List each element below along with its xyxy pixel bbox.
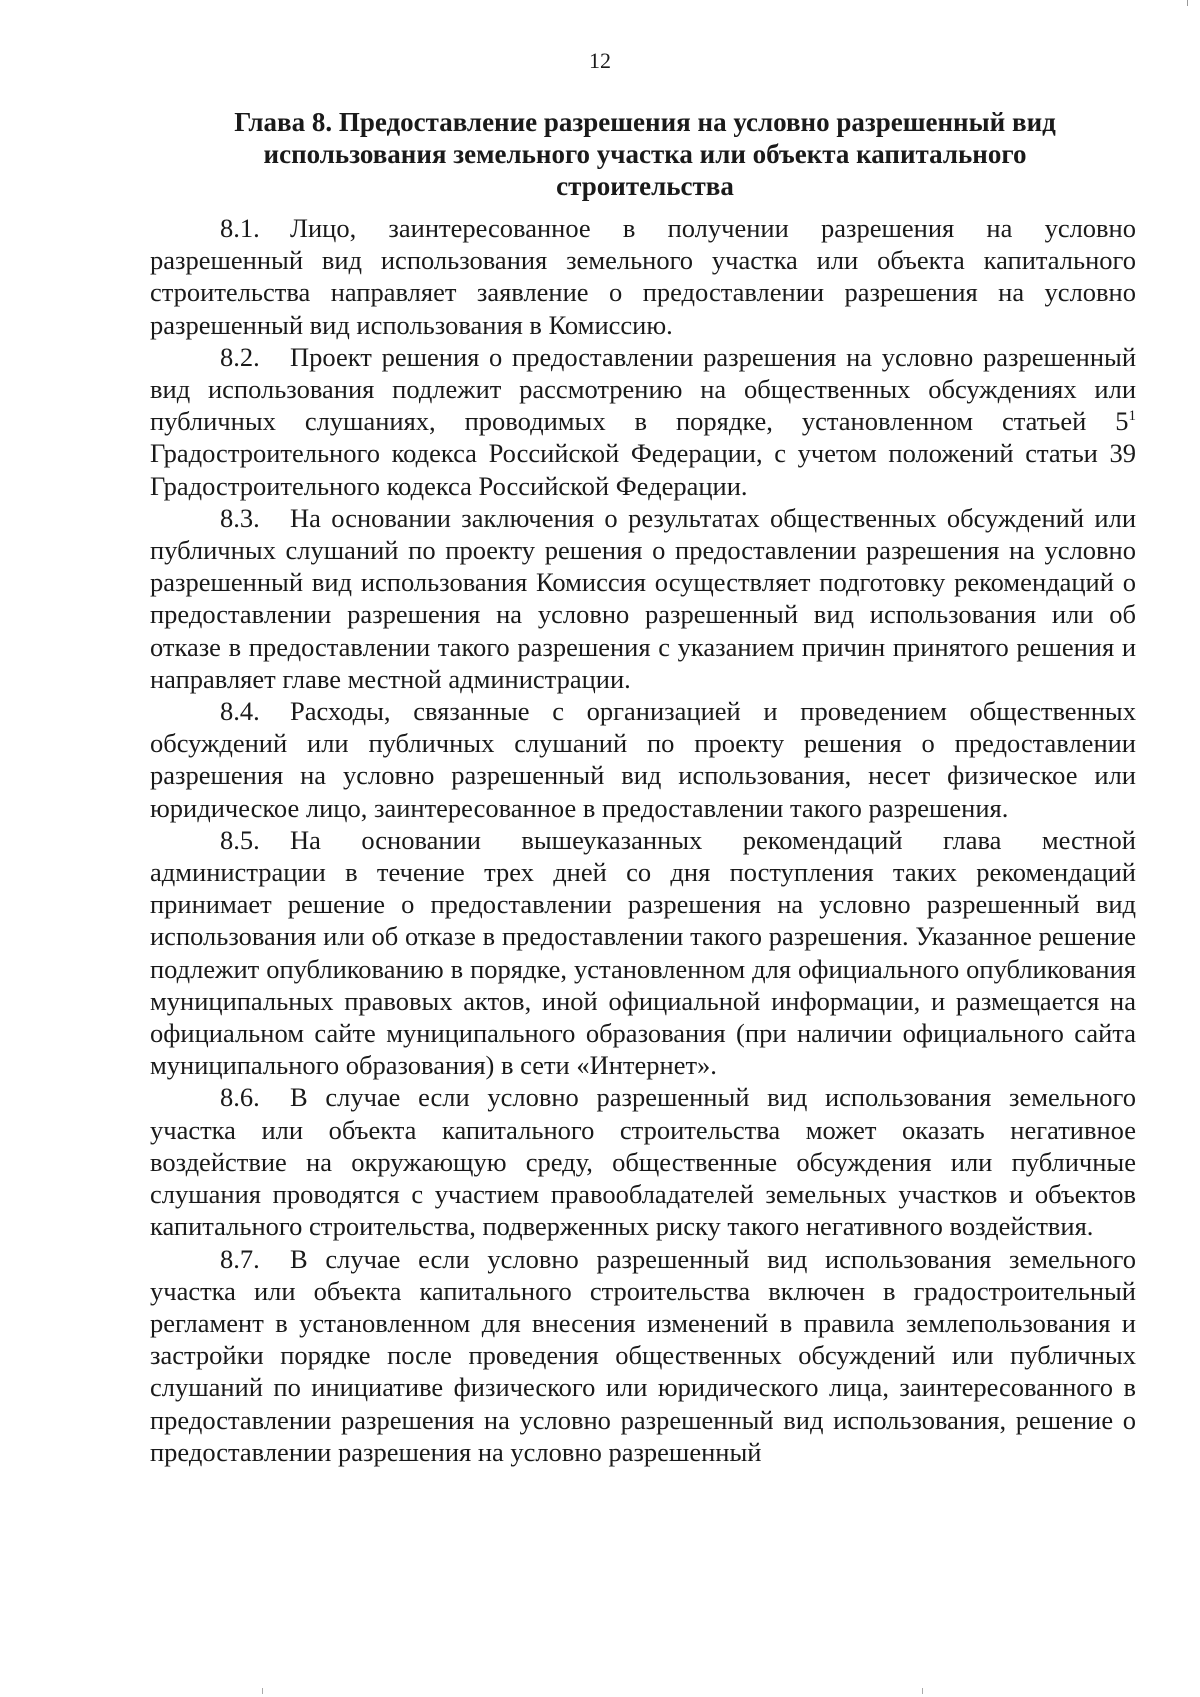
page-number: 12 [589, 48, 611, 73]
paragraph-8-7 [150, 1243, 1136, 1468]
paragraph-number: 8.1. [220, 213, 260, 243]
superscript: 1 [1128, 408, 1136, 425]
paragraph-8-6 [150, 1081, 1136, 1242]
paragraph-number: 8.5. [220, 824, 260, 855]
paragraph-number: 8.6. [220, 1082, 260, 1113]
paragraph-text: На основании заключения о результатах общественных обсуждений или публичных слушаний по проекту решения о предоставлении разрешения на условно разрешенный вид использования Комиссия осуществляет подготовку рекомендаций о предоставлении разрешения на условно разрешенный вид использования или об отказе в предоставлении такого разрешения с указанием причин принятого решения и направляет главе местной администрации. [150, 502, 1136, 694]
document-body [150, 212, 1136, 1468]
paragraph-text: Проект решения о предоставлении разрешения на условно разрешенный вид использования подлежит рассмотрению на общественных обсуждениях или публичных слушаниях, проводимых в порядке, установленном статьей 5 [150, 341, 1136, 437]
paragraph-text: Расходы, связанные с организацией и проведением общественных обсуждений или публичных слушаний по проекту решения о предоставлении разрешения на условно разрешенный вид использования, несет физическое или юридическое лицо, заинтересованное в предоставлении такого разрешения. [150, 696, 1136, 823]
paragraph-8-3 [150, 502, 1136, 695]
paragraph-text: В случае если условно разрешенный вид использования земельного участка или объекта капитального строительства может оказать негативное воздействие на окружающую среду, общественные обсуждения или публичные слушания проводятся с участием правообладателей земельных участков и объектов капитального строительства, подверженных риску такого негативного воздействия. [150, 1082, 1136, 1242]
paragraph-number: 8.4. [220, 696, 260, 727]
paragraph-text-continued: Градостроительного кодекса Российской Федерации, с учетом положений статьи 39 Градостроительного кодекса Российской Федерации. [150, 438, 1136, 501]
paragraph-8-4 [150, 695, 1136, 824]
paragraph-8-2 [150, 341, 1136, 502]
chapter-title: Глава 8. Предоставление разрешения на условно разрешенный вид использования земельного участка или объекта капитального строительства [234, 107, 1056, 201]
scan-mark [262, 1688, 263, 1694]
paragraph-text: В случае если условно разрешенный вид использования земельного участка или объекта капитального строительства включен в градостроительный регламент в установленном для внесения изменений в правила землепользования и застройки порядке после проведения общественных обсуждений или публичных слушаний по инициативе физического или юридического лица, заинтересованного в предоставлении разрешения на условно разрешенный вид использования, решение о предоставлении разрешения на условно разрешенный [150, 1243, 1136, 1467]
paragraph-number: 8.3. [220, 502, 260, 533]
paragraph-number: 8.7. [220, 1243, 260, 1274]
scan-mark [1187, 0, 1188, 6]
paragraph-number: 8.2. [220, 341, 260, 372]
paragraph-text: Лицо, заинтересованное в получении разрешения на условно разрешенный вид использования земельного участка или объекта капитального строительства направляет заявление о предоставлении разрешения на условно разрешенный вид использования в Комиссию. [150, 213, 1136, 340]
paragraph-8-5 [150, 824, 1136, 1082]
scan-mark [922, 1688, 923, 1694]
paragraph-8-1 [150, 212, 1136, 341]
paragraph-text: На основании вышеуказанных рекомендаций глава местной администрации в течение трех дней со дня поступления таких рекомендаций принимает решение о предоставлении разрешения на условно разрешенный вид использования или об отказе в предоставлении такого разрешения. Указанное решение подлежит опубликованию в порядке, установленном для официального опубликования муниципальных правовых актов, иной официальной информации, и размещается на официальном сайте муниципального образования (при наличии официального сайта муниципального образования) в сети «Интернет». [150, 824, 1136, 1081]
